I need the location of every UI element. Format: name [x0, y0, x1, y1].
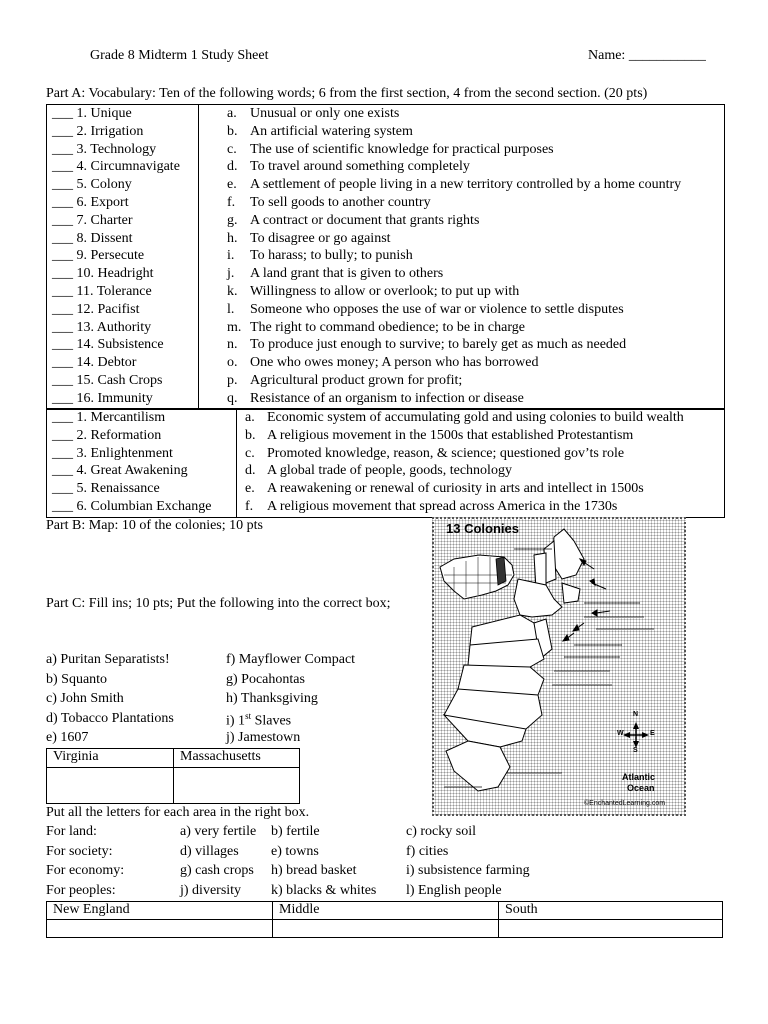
fill-in-item-text: h) Thanksgiving	[226, 691, 318, 707]
vocab-row[interactable]	[47, 176, 724, 194]
middle-answer-cell[interactable]	[273, 920, 499, 938]
vocab-definition: To disagree or go against	[250, 230, 391, 246]
header-south: South	[499, 902, 723, 920]
vocab-definition: Promoted knowledge, reason, & science; questioned gov’ts role	[267, 445, 625, 461]
vocab-letter: p.	[227, 372, 238, 388]
header-middle: Middle	[273, 902, 499, 920]
vocab-row[interactable]	[47, 247, 724, 265]
vocab-row[interactable]	[47, 212, 724, 230]
vocab-row[interactable]	[47, 141, 724, 159]
vocab-term: ___ 9. Persecute	[52, 248, 145, 264]
vocab-term: ___ 13. Authority	[52, 319, 152, 335]
ordinal-suffix: st	[245, 710, 252, 721]
vocab-letter: g.	[227, 212, 238, 228]
region-row-label: For society:	[46, 843, 113, 859]
vocab-section-2	[46, 408, 725, 518]
part-c-heading: Part C: Fill ins; 10 pts; Put the following into the correct box;	[46, 596, 391, 611]
vocab-definition: A reawakening or renewal of curiosity in arts and intellect in 1500s	[267, 481, 644, 497]
vocab-definition: To produce just enough to survive; to barely get as much as needed	[250, 337, 627, 353]
region-option: d) villages	[180, 843, 239, 859]
vocab-letter: e.	[245, 481, 255, 497]
vocab-definition: A contract or document that grants rights	[250, 212, 480, 228]
vocab-letter: o.	[227, 355, 238, 371]
map-drawing	[434, 519, 684, 814]
ocean-label-line1: Atlantic	[622, 772, 656, 782]
vocab-term: ___ 2. Irrigation	[52, 123, 144, 139]
fill-in-item	[226, 691, 318, 707]
map-title: 13 Colonies	[446, 521, 519, 536]
vocab-section-1	[46, 104, 725, 410]
fill-in-item	[226, 711, 291, 730]
vocab-term: ___ 8. Dissent	[52, 230, 133, 246]
part-a-heading: Part A: Vocabulary: Ten of the following words; 6 from the first section, 4 from the second section. (20 pts)	[46, 86, 648, 101]
region-option: e) towns	[271, 843, 319, 859]
fill-in-item: b) Squanto	[46, 671, 108, 687]
vocab-letter: b.	[227, 123, 238, 139]
vocab-row[interactable]	[47, 498, 724, 516]
vocab-definition: Agricultural product grown for profit;	[250, 372, 463, 388]
map-credit: ©EnchantedLearning.com	[584, 800, 666, 807]
vocab-term: ___ 3. Technology	[52, 141, 157, 157]
vocab-row[interactable]	[47, 194, 724, 212]
region-option: h) bread basket	[271, 863, 357, 878]
compass-n: N	[633, 711, 639, 718]
vocab-definition: A global trade of people, goods, technology	[267, 463, 512, 479]
vocab-row[interactable]	[47, 265, 724, 283]
region-option: c) rocky soil	[406, 824, 476, 839]
vocab-term: ___ 15. Cash Crops	[52, 372, 163, 388]
vocab-letter: d.	[245, 463, 256, 479]
vocab-definition: The use of scientific knowledge for practical purposes	[250, 141, 554, 157]
region-row-label: For economy:	[46, 863, 125, 878]
vocab-definition: A religious movement that spread across America in the 1730s	[267, 498, 618, 514]
vocab-term: ___ 12. Pacifist	[52, 301, 140, 317]
vocab-letter: c.	[227, 141, 237, 157]
colonies-map	[432, 517, 686, 816]
fill-in-item	[226, 730, 300, 746]
vocab-letter: d.	[227, 159, 238, 175]
vocab-term: ___ 16. Immunity	[52, 390, 153, 406]
vocab-term: ___ 1. Unique	[52, 106, 132, 121]
compass-rose	[623, 722, 649, 748]
region-row-label: For peoples:	[46, 882, 116, 898]
fill-in-item: e) 1607	[46, 730, 89, 746]
vocab-definition: To harass; to bully; to punish	[250, 248, 413, 264]
vocab-term: ___ 7. Charter	[52, 212, 133, 228]
vocab-row[interactable]	[47, 336, 724, 354]
vocab-definition: A land grant that is given to others	[250, 266, 444, 282]
compass-s: S	[633, 747, 638, 754]
vocab-definition: A religious movement in the 1500s that established Protestantism	[267, 427, 634, 443]
fill-in-item-tail: Slaves	[251, 713, 292, 729]
part-b-heading: Part B: Map: 10 of the colonies; 10 pts	[46, 518, 263, 533]
region-option: k) blacks & whites	[271, 882, 377, 898]
region-option: b) fertile	[271, 824, 320, 839]
south-answer-cell[interactable]	[499, 920, 723, 938]
header-massachusetts: Massachusetts	[174, 749, 300, 768]
vocab-term: ___ 4. Great Awakening	[52, 463, 188, 479]
fill-in-item	[226, 652, 355, 668]
region-option: g) cash crops	[180, 863, 254, 878]
vocab-definition: To travel around something completely	[250, 159, 470, 175]
vocab-row[interactable]	[47, 105, 724, 123]
vocab-definition: Willingness to allow or overlook; to put up with	[250, 283, 520, 299]
vocab-row[interactable]	[47, 319, 724, 337]
vocab-row[interactable]	[47, 390, 724, 408]
virginia-answer-cell[interactable]	[47, 768, 174, 804]
fill-in-item-text: j) Jamestown	[226, 730, 301, 746]
vocab-term: ___ 1. Mercantilism	[52, 410, 166, 425]
compass-e: E	[650, 730, 655, 737]
fill-in-item: d) Tobacco Plantations	[46, 710, 174, 726]
region-row-label: For land:	[46, 824, 97, 839]
region-option: j) diversity	[180, 882, 242, 898]
page-title: Grade 8 Midterm 1 Study Sheet	[90, 48, 269, 63]
vocab-letter: h.	[227, 230, 238, 246]
vocab-term: ___ 14. Subsistence	[52, 337, 164, 353]
vocab-letter: b.	[245, 427, 256, 443]
fill-in-item-text: f) Mayflower Compact	[226, 652, 356, 667]
vocab-term: ___ 6. Columbian Exchange	[52, 498, 212, 514]
new-england-answer-cell[interactable]	[47, 920, 273, 938]
vocab-row[interactable]	[47, 480, 724, 498]
vocab-row[interactable]	[47, 283, 724, 301]
vocab-row[interactable]	[47, 158, 724, 176]
vocab-row[interactable]	[47, 301, 724, 319]
vocab-term: ___ 5. Renaissance	[52, 481, 160, 497]
vocab-row[interactable]	[47, 462, 724, 480]
vocab-term: ___ 3. Enlightenment	[52, 445, 173, 461]
vocab-term: ___ 11. Tolerance	[52, 283, 152, 299]
vocab-letter: k.	[227, 283, 238, 299]
vocab-letter: n.	[227, 337, 238, 353]
vocab-letter: q.	[227, 390, 238, 406]
vocab-letter: f.	[245, 498, 254, 514]
fill-in-item	[226, 672, 305, 688]
us-inset-map	[440, 555, 514, 599]
vocab-definition: Someone who opposes the use of war or violence to settle disputes	[250, 301, 624, 317]
vocab-letter: e.	[227, 177, 237, 193]
vocab-term: ___ 5. Colony	[52, 177, 132, 193]
vocab-definition: One who owes money; A person who has borrowed	[250, 355, 539, 371]
vocab-letter: a.	[245, 410, 255, 425]
vocab-term: ___ 14. Debtor	[52, 355, 137, 371]
name-label: Name: ___________	[588, 48, 706, 63]
massachusetts-answer-cell[interactable]	[174, 768, 300, 804]
vocab-row[interactable]	[47, 409, 724, 427]
vocab-row[interactable]	[47, 372, 724, 390]
vocab-letter: l.	[227, 301, 235, 317]
compass-w: W	[617, 730, 624, 737]
vocab-term: ___ 4. Circumnavigate	[52, 159, 180, 175]
vocab-definition: To sell goods to another country	[250, 194, 431, 210]
region-option: f) cities	[406, 843, 449, 859]
vocab-letter: i.	[227, 248, 235, 264]
vocab-definition: An artificial watering system	[250, 123, 413, 139]
region-option: l) English people	[406, 882, 502, 898]
vocab-letter: j.	[227, 266, 235, 282]
fill-in-item-text: i) 1	[226, 713, 246, 729]
vocab-letter: f.	[227, 194, 236, 210]
fill-in-item: c) John Smith	[46, 691, 124, 707]
fill-in-item: a) Puritan Separatists!	[46, 652, 170, 667]
virginia-massachusetts-table	[46, 748, 300, 804]
vocab-definition: Resistance of an organism to infection or disease	[250, 390, 524, 406]
vocab-term: ___ 2. Reformation	[52, 427, 162, 443]
region-instruction: Put all the letters for each area in the right box.	[46, 805, 310, 820]
vocab-definition: Economic system of accumulating gold and using colonies to build wealth	[267, 410, 684, 425]
vocab-definition: Unusual or only one exists	[250, 106, 400, 121]
vocab-definition: The right to command obedience; to be in charge	[250, 319, 525, 335]
vocab-letter: a.	[227, 106, 237, 121]
vocab-row[interactable]	[47, 230, 724, 248]
vocab-row[interactable]	[47, 354, 724, 372]
vocab-row[interactable]	[47, 445, 724, 463]
region-option: i) subsistence farming	[406, 863, 530, 878]
fill-in-item-text: g) Pocahontas	[226, 671, 305, 687]
vocab-letter: m.	[227, 319, 242, 335]
region-table	[46, 901, 723, 938]
vocab-term: ___ 10. Headright	[52, 266, 154, 282]
vocab-letter: c.	[245, 445, 255, 461]
ocean-label-line2: Ocean	[627, 783, 655, 793]
header-new-england: New England	[47, 902, 273, 920]
vocab-definition: A settlement of people living in a new territory controlled by a home country	[250, 177, 682, 193]
header-virginia: Virginia	[47, 749, 174, 768]
vocab-row[interactable]	[47, 123, 724, 141]
vocab-term: ___ 6. Export	[52, 194, 129, 210]
region-option: a) very fertile	[180, 824, 257, 839]
vocab-row[interactable]	[47, 427, 724, 445]
